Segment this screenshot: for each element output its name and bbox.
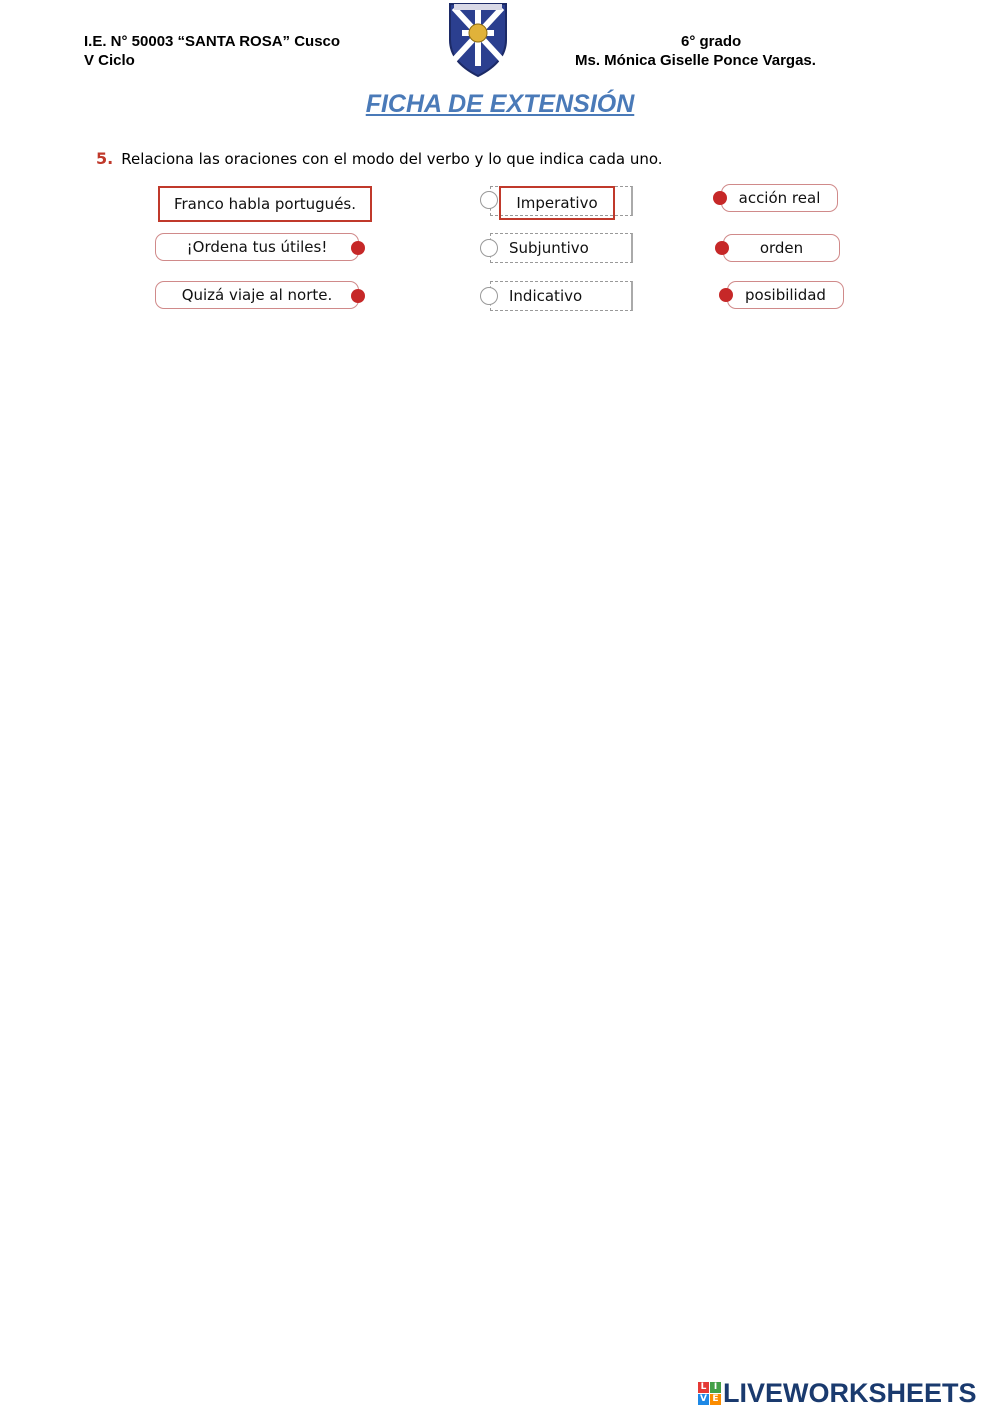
mode-label: Imperativo (516, 194, 598, 212)
sentence-card-2[interactable] (155, 233, 359, 261)
connector-dot[interactable] (351, 241, 365, 255)
connector-dot[interactable] (719, 288, 733, 302)
connector-dot[interactable] (715, 241, 729, 255)
mode-card-2[interactable] (490, 233, 633, 263)
sentence-card-1[interactable] (158, 186, 372, 222)
question-number: 5. (96, 149, 114, 168)
meaning-label: posibilidad (745, 286, 826, 304)
footer-brand: LIVEWORKSHEETS (723, 1378, 977, 1408)
liveworksheets-logo (698, 1378, 977, 1409)
sentence-label: Franco habla portugués. (173, 195, 357, 213)
meaning-card-1[interactable] (721, 184, 838, 212)
connector-dot[interactable] (351, 289, 365, 303)
school-crest-logo (446, 0, 510, 78)
meaning-label: acción real (738, 189, 821, 207)
cycle-label: V Ciclo (84, 52, 135, 69)
liveworksheets-mark-icon: L I V E (698, 1382, 721, 1405)
instruction (96, 149, 663, 168)
mode-label: Subjuntivo (509, 239, 589, 257)
grade-label: 6° grado (681, 33, 742, 50)
page-title: FICHA DE EXTENSIÓN (365, 90, 635, 118)
meaning-card-3[interactable] (727, 281, 844, 309)
sentence-card-3[interactable] (155, 281, 359, 309)
sentence-label: ¡Ordena tus útiles! (186, 238, 328, 256)
connector-ring[interactable] (480, 191, 498, 209)
mode-card-1-selected[interactable] (499, 186, 615, 220)
meaning-card-2[interactable] (723, 234, 840, 262)
mode-label: Indicativo (509, 287, 583, 305)
connector-ring[interactable] (480, 287, 498, 305)
meaning-label: orden (759, 239, 804, 257)
connector-dot[interactable] (713, 191, 727, 205)
school-name: I.E. N° 50003 “SANTA ROSA” Cusco (84, 33, 341, 50)
connector-ring[interactable] (480, 239, 498, 257)
sentence-label: Quizá viaje al norte. (181, 286, 333, 304)
teacher-name: Ms. Mónica Giselle Ponce Vargas. (575, 52, 816, 69)
mode-card-3[interactable] (490, 281, 633, 311)
instruction-text: Relaciona las oraciones con el modo del verbo y lo que indica cada uno. (121, 150, 663, 168)
